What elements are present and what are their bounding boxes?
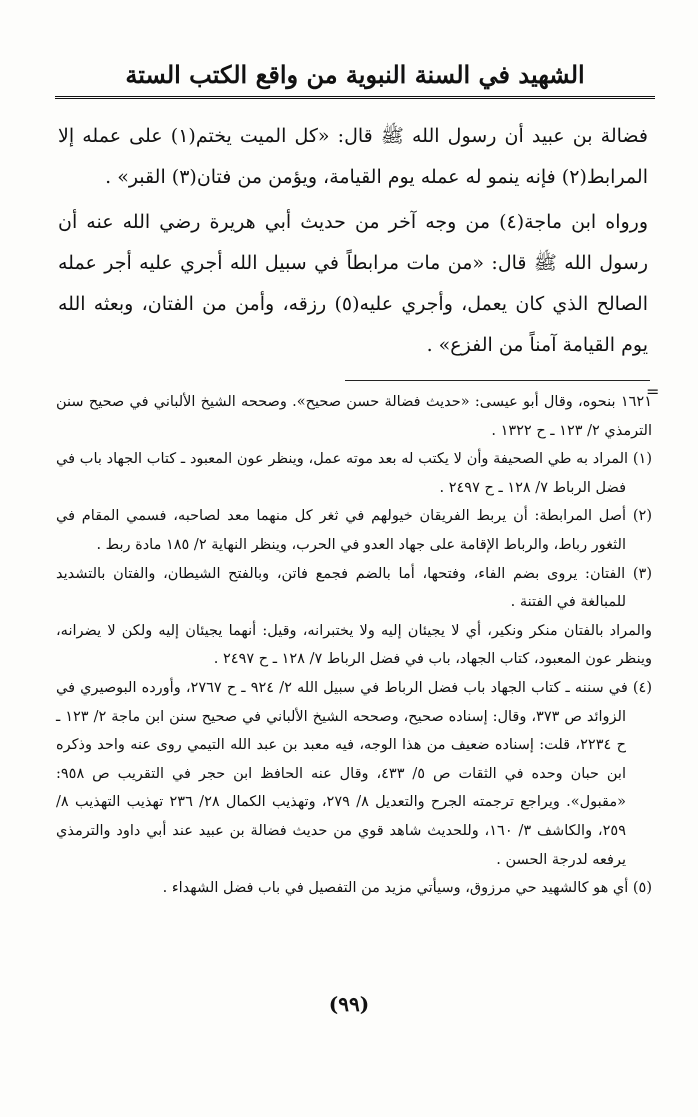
footnote-2: (٢) أصل المرابطة: أن يربط الفريقان خيولهم في ثغر كل منهما معد لصاحبه، فسمي المقام في الثغور رباط، والرباط الإقامة على جهاد العدو في الحرب، وينظر النهاية ٢/ ١٨٥ مادة ربط . bbox=[56, 508, 652, 553]
footnote-continuation: ١٦٢١ بنحوه، وقال أبو عيسى: «حديث فضالة حسن صحيح». وصححه الشيخ الألباني في صحيح سنن الترمذي ٢/ ١٢٣ ـ ح ١٣٢٢ . bbox=[56, 394, 652, 439]
footnote-rule bbox=[345, 380, 650, 381]
footnote-1: (١) المراد به طي الصحيفة وأن لا يكتب له بعد موته عمل، وينظر عون المعبود ـ كتاب الجهاد باب في فضل الرباط ٧/ ١٢٨ ـ ح ٢٤٩٧ . bbox=[56, 451, 652, 496]
margin-mark: = bbox=[646, 382, 660, 401]
footnote-5: (٥) أي هو كالشهيد حي مرزوق، وسيأتي مزيد من التفصيل في باب فضل الشهداء . bbox=[162, 880, 652, 897]
body-paragraph-1: فضالة بن عبيد أن رسول الله ﷺ قال: «كل الميت يختم(١) على عمله إلا المرابط(٢) فإنه ينمو له عمله يوم القيامة، ويؤمن من فتان(٣) القبر» . bbox=[58, 125, 648, 188]
footnote-4: (٤) في سننه ـ كتاب الجهاد باب فضل الرباط في سبيل الله ٢/ ٩٢٤ ـ ح ٢٧٦٧، وأورده البوصيري في الزوائد ص ٣٧٣، وقال: إسناده صحيح، وصححه الشيخ الألباني في صحيح سنن ابن ماجة ٢/ ١٢٣ ـ ح ٢٢٣٤، قلت: إسناده ضعيف من هذا الوجه، فيه معبد بن عبد الله التيمي روى عنه واحد وذكره ابن حبان وحده في الثقات ص ٥/ ٤٣٣، وقال عنه الحافظ ابن حجر في التقريب ص ٩٥٨: «مقبول». ويراجع ترجمته الجرح والتعديل ٨/ ٢٧٩، وتهذيب الكمال ٢٨/ ٢٣٦ تهذيب التهذيب ٨/ ٢٥٩، والكاشف ٣/ ١٦٠، وللحديث شاهد قوي من حديث فضالة بن عبيد عند أبي داود والترمذي يرفعه لدرجة الحسن . bbox=[56, 679, 652, 868]
header-rule bbox=[55, 96, 655, 99]
page-number: (٩٩) bbox=[328, 992, 370, 1016]
body-paragraph-2: ورواه ابن ماجة(٤) من وجه آخر من حديث أبي هريرة رضي الله عنه أن رسول الله ﷺ قال: «من مات مرابطاً في سبيل الله أجري عليه أجر عمله الصالح الذي كان يعمل، وأجري عليه(٥) رزقه، وأمن من الفتان، وبعثه الله يوم القيامة آمناً من الفزع» . bbox=[58, 211, 649, 356]
footnote-3: (٣) الفتان: يروى بضم الفاء، وفتحها، أما بالضم فجمع فاتن، وبالفتح الشيطان، والفتان بالتشديد للمبالغة في الفتنة . bbox=[56, 565, 652, 611]
running-header: الشهيد في السنة النبوية من واقع الكتب الستة bbox=[125, 60, 585, 89]
footnote-3-continuation: والمراد بالفتان منكر ونكير، أي لا يجيئان إليه ولا يختبرانه، وقيل: أنهما يجيئان إليه ولكن لا يضرانه، وينظر عون المعبود، كتاب الجهاد، باب في فضل الرباط ٧/ ١٢٨ ـ ح ٢٤٩٧ . bbox=[56, 622, 652, 668]
footnotes bbox=[56, 388, 652, 903]
